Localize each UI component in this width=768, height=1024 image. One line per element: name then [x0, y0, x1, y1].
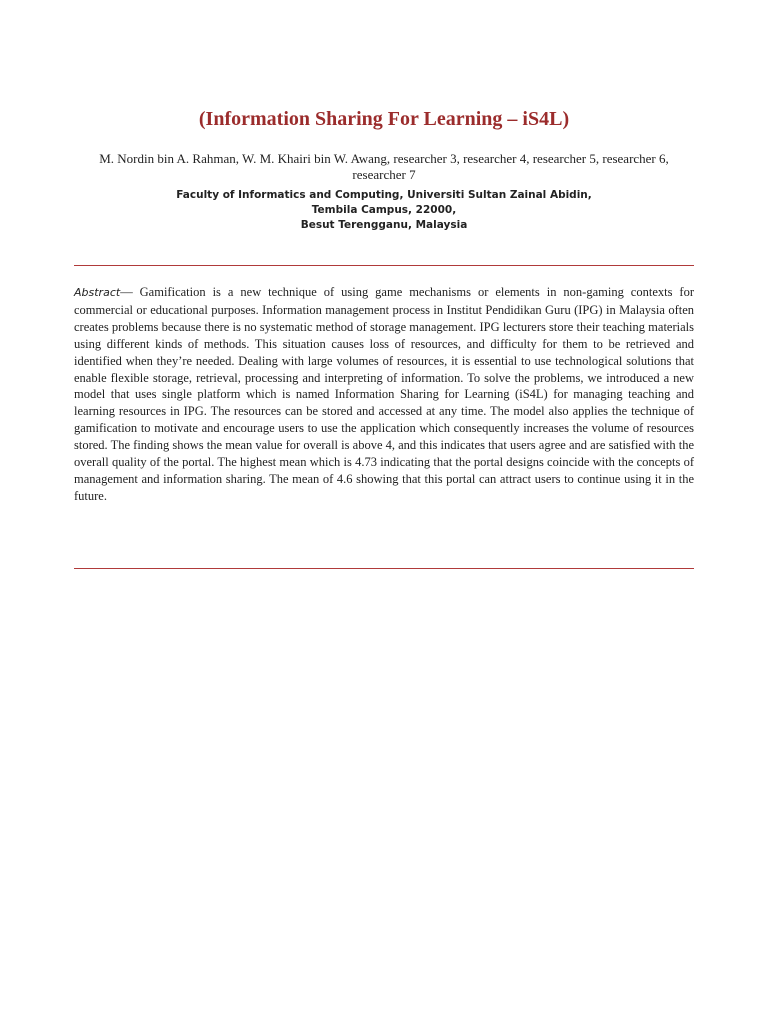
affiliation-line: Tembila Campus, 22000, [311, 204, 457, 216]
affiliation-line: Besut Terengganu, Malaysia [300, 219, 468, 231]
bottom-divider [74, 568, 694, 569]
abstract-label: Abstract [74, 286, 121, 299]
abstract-text: Gamification is a new technique of using game mechanisms or elements in non-gaming contexts for commercial or educational purposes. Information management process in Institut Pendidikan Guru (IPG) in Malaysia often creates problems because there is no systematic method of storage management. IPG lecturers store their teaching materials using different kinds of methods. This situation causes loss of resources, and difficulty for them to be retrieved and identified when they’re needed. Dealing with large volumes of resources, it is essential to use technological solutions that enable flexible storage, retrieval, processing and interpreting of information. To solve the problems, we introduced a new model that uses single platform which is named Information Sharing for Learning (iS4L) for managing teaching and learning resources in IPG. The resources can be stored and accessed at any time. The model also applies the technique of gamification to motivate and encourage users to use the application which consequently increases the volume of resources stored. The finding shows the mean value for overall is above 4, and this indicates that users agree and are satisfied with the overall quality of the portal. The highest mean which is 4.73 indicating that the portal designs coincide with the concepts of management and information sharing. The mean of 4.6 showing that this portal can attract users to continue using it in the future. [74, 285, 695, 503]
abstract-paragraph [74, 284, 694, 505]
paper-title: (Information Sharing For Learning – iS4L) [198, 108, 570, 130]
affiliation-block [74, 188, 694, 233]
affiliation-line: Faculty of Informatics and Computing, Universiti Sultan Zainal Abidin, [176, 189, 592, 201]
top-divider [74, 265, 694, 266]
author-list: M. Nordin bin A. Rahman, W. M. Khairi bin W. Awang, researcher 3, researcher 4, researcher 5, researcher 6, researcher 7 [99, 151, 669, 182]
abstract-dash: — [120, 285, 140, 299]
